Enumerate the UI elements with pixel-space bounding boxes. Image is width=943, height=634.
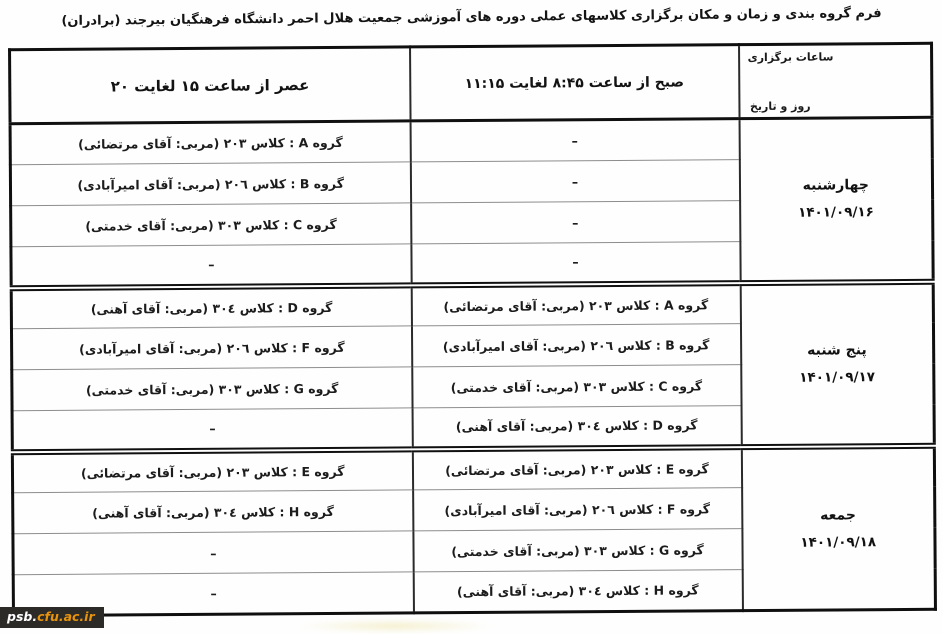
- day-date: ۱۴۰۱/۰۹/۱۸: [800, 533, 877, 551]
- header-corner-top-label: ساعات برگزاری: [747, 50, 834, 65]
- day-cell: [741, 445, 935, 610]
- evening-slot-cell: –: [12, 408, 412, 452]
- morning-slot-cell: گروه D : کلاس ۳۰٤ (مربی: آقای آهنی): [412, 406, 741, 449]
- morning-slot-cell: –: [410, 160, 739, 203]
- page-title: فرم گروه بندی و زمان و مکان برگزاری کلاسهای عملی دوره های آموزشی جمعیت هلال احمر دانشگاه فرهنگیان بیرجند (برادران): [61, 6, 882, 29]
- evening-slot-cell: گروه D : کلاس ۳۰٤ (مربی: آقای آهنی): [11, 285, 411, 329]
- schedule-row: [11, 281, 933, 328]
- header-evening-cell: عصر از ساعت ۱۵ لغایت ۲۰: [10, 47, 411, 124]
- watermark-badge: [0, 607, 104, 628]
- morning-slot-cell: گروه F : کلاس ۲۰٦ (مربی: آقای امیرآبادی): [413, 488, 742, 531]
- morning-slot-cell: گروه G : کلاس ۳۰۳ (مربی: آقای خدمتی): [413, 529, 742, 572]
- morning-slot-cell: گروه C : کلاس ۳۰۳ (مربی: آقای خدمتی): [412, 365, 741, 408]
- day-date: ۱۴۰۱/۰۹/۱۶: [797, 204, 874, 221]
- bottom-smudge: [295, 619, 495, 633]
- evening-slot-cell: گروه G : کلاس ۳۰۳ (مربی: آقای خدمتی): [12, 367, 412, 411]
- morning-slot-cell: گروه A : کلاس ۲۰۳ (مربی: آقای مرتضائی): [411, 283, 740, 326]
- morning-slot-cell: –: [411, 242, 740, 285]
- schedule-row: [10, 117, 932, 164]
- evening-slot-cell: –: [11, 244, 411, 288]
- day-name: چهارشنبه: [802, 177, 869, 194]
- schedule-row: [12, 445, 934, 492]
- header-morning-cell: صبح از ساعت ۸:۴۵ لغایت ۱۱:۱۵: [410, 45, 740, 121]
- morning-slot-cell: گروه E : کلاس ۲۰۳ (مربی: آقای مرتضائی): [412, 447, 741, 490]
- header-row: [10, 43, 932, 123]
- schedule-table: [8, 42, 934, 617]
- watermark-prefix: psb.: [7, 609, 38, 624]
- morning-slot-cell: گروه H : کلاس ۳۰٤ (مربی: آقای آهنی): [413, 570, 742, 613]
- day-name: جمعه: [820, 507, 857, 524]
- evening-slot-cell: گروه A : کلاس ۲۰۳ (مربی: آقای مرتضائی): [10, 121, 410, 165]
- day-cell: [739, 117, 933, 282]
- evening-slot-cell: گروه B : کلاس ۲۰٦ (مربی: آقای امیرآبادی): [10, 162, 410, 206]
- day-block-friday: [12, 445, 935, 615]
- morning-slot-cell: –: [411, 201, 740, 244]
- morning-slot-cell: گروه B : کلاس ۲۰٦ (مربی: آقای امیرآبادی): [411, 324, 740, 367]
- evening-slot-cell: گروه C : کلاس ۳۰۳ (مربی: آقای خدمتی): [11, 203, 411, 247]
- evening-slot-cell: گروه E : کلاس ۲۰۳ (مربی: آقای مرتضائی): [12, 449, 412, 493]
- day-block-wednesday: [10, 117, 933, 287]
- schedule-table-grid: [8, 42, 937, 617]
- day-cell: [740, 281, 934, 446]
- evening-slot-cell: گروه F : کلاس ۲۰٦ (مربی: آقای امیرآبادی): [11, 326, 411, 370]
- watermark-domain: cfu.ac.ir: [37, 609, 95, 624]
- header-corner-bottom-label: روز و تاریخ: [749, 99, 811, 114]
- evening-slot-cell: –: [13, 572, 413, 616]
- evening-slot-cell: گروه H : کلاس ۳۰٤ (مربی: آقای آهنی): [13, 490, 413, 534]
- evening-slot-cell: –: [13, 531, 413, 575]
- morning-slot-cell: –: [410, 119, 739, 162]
- day-name: پنج شنبه: [807, 342, 867, 359]
- header-corner-cell: [739, 43, 933, 118]
- day-block-thursday: [11, 281, 934, 451]
- day-date: ۱۴۰۱/۰۹/۱۷: [799, 369, 876, 386]
